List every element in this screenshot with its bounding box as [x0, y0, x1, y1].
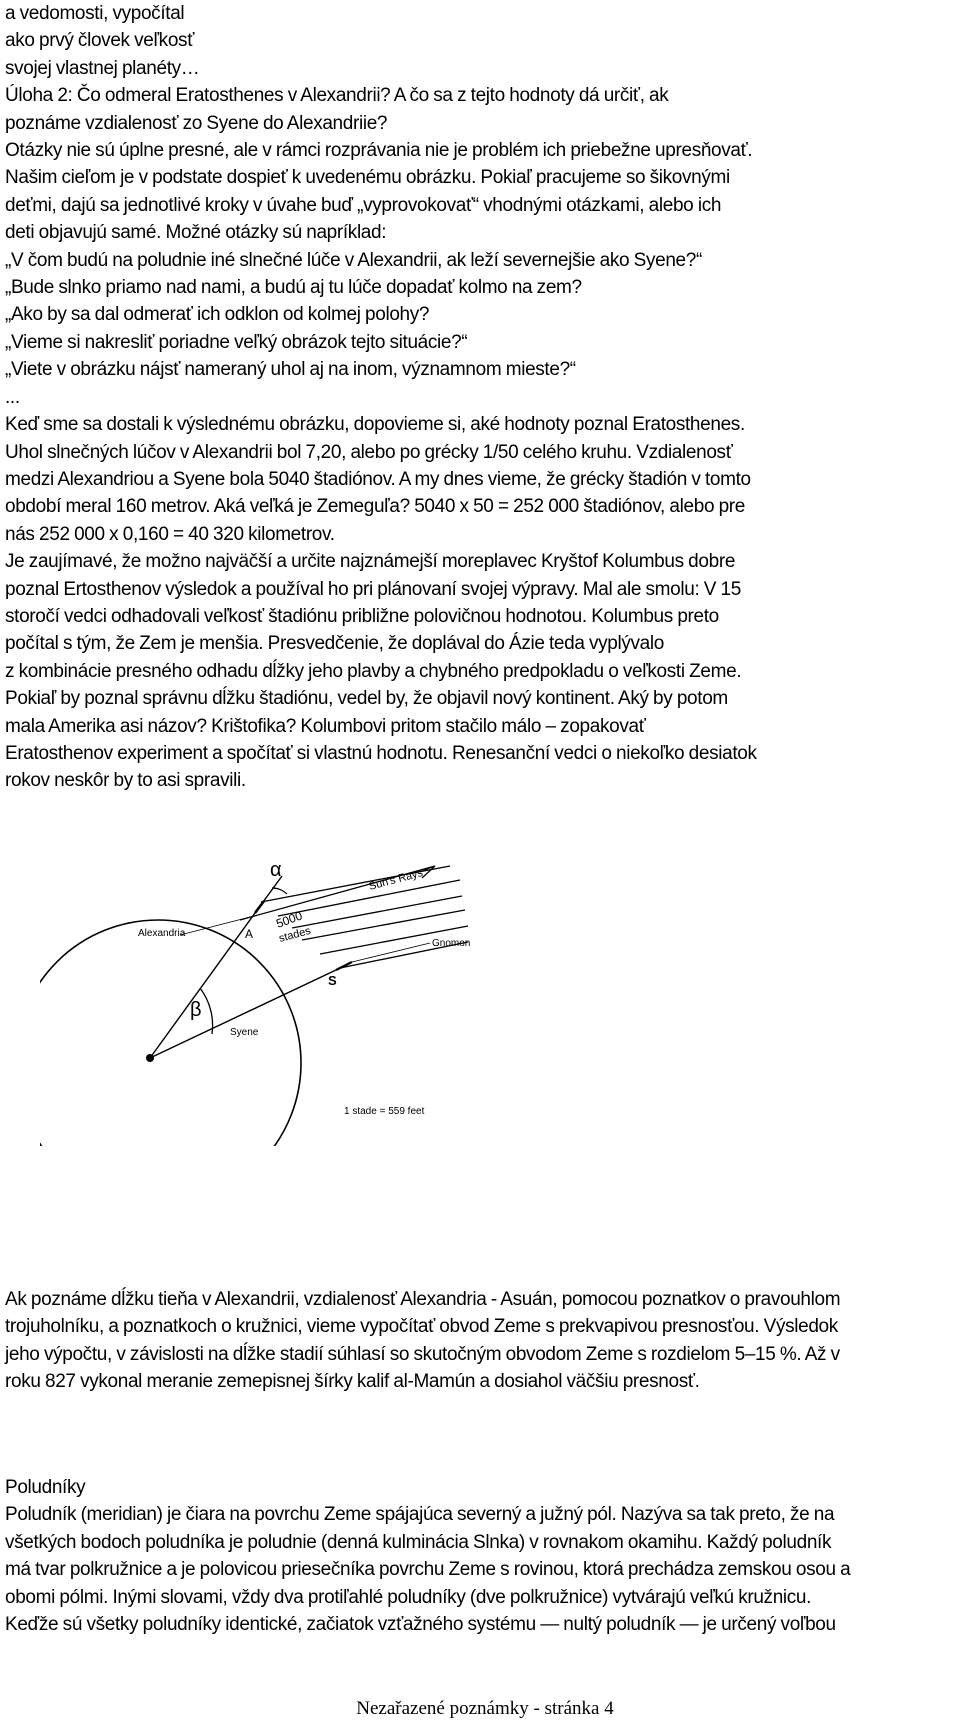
text-line: „Ako by sa dal odmerať ich odklon od kolmej polohy?: [5, 304, 430, 326]
label-gnomon: Gnomon: [432, 938, 470, 949]
text-section-calculation: [5, 1286, 955, 1396]
text-line: deti objavujú samé. Možné otázky sú napríklad:: [5, 222, 387, 244]
text-line: „Vieme si nakresliť poriadne veľký obrázok tejto situácie?“: [5, 331, 468, 353]
text-line: Keďže sú všetky poludníky identické, začiatok vzťažného systému — nultý poludník — je určený voľbou: [5, 1614, 836, 1636]
text-section-eratosthenes: [5, 0, 955, 795]
text-line: „V čom budú na poludnie iné slnečné lúče v Alexandrii, ak leží severnejšie ako Syene?“: [5, 249, 702, 271]
alpha-angle-arc: [272, 888, 287, 894]
text-line: medzi Alexandriou a Syene bola 5040 štadiónov. A my dnes vieme, že grécky štadión v tomto: [5, 468, 751, 490]
text-line: ako prvý človek veľkosť: [5, 30, 194, 52]
text-section-meridians: [5, 1474, 955, 1638]
page-footer: Nezařazené poznámky - stránka 4: [356, 1698, 614, 1719]
label-alexandria: Alexandria: [138, 928, 186, 939]
text-line: storočí vedci odhadovali veľkosť štadiónu približne polovičnou hodnotou. Kolumbus preto: [5, 605, 719, 627]
text-line: poznal Ertosthenov výsledok a používal ho pri plánovaní svojej výpravy. Mal ale smolu: V 15: [5, 578, 741, 600]
text-line: nás 252 000 x 0,160 = 40 320 kilometrov.: [5, 523, 335, 545]
text-line: Ak poznáme dĺžku tieňa v Alexandrii, vzdialenosť Alexandria - Asuán, pomocou poznatkov o pravouhlom: [5, 1289, 841, 1310]
text-line: Keď sme sa dostali k výslednému obrázku, dopovieme si, aké hodnoty poznal Eratosthenes.: [5, 414, 745, 436]
text-line: deťmi, dajú sa jednotlivé kroky v úvahe buď „vyprovokovať“ vhodnými otázkami, alebo ich: [5, 194, 722, 216]
text-line: roku 827 vykonal meranie zemepisnej šírky kalif al-Mamún a dosiahol väčšiu presnosť.: [5, 1371, 700, 1393]
text-line: má tvar polkružnice a je polovicou priesečníka povrchu Zeme s rovinou, ktorá prechádza zemskou osou a: [5, 1559, 851, 1581]
text-line: všetkých bodoch poludníka je poludnie (denná kulminácia Slnka) v rovnakom okamihu. Každý poludník: [5, 1531, 832, 1553]
text-line: Otázky nie sú úplne presné, ale v rámci rozprávania nie je problém ich priebežne upresňovať.: [5, 140, 753, 162]
text-line: a vedomosti, vypočítal: [5, 3, 185, 24]
text-line: Poludník (meridian) je čiara na povrchu Zeme spájajúca severný a južný pól. Nazýva sa tak preto, že na: [5, 1504, 835, 1526]
text-line: mala Amerika asi názov? Krištofika? Kolumbovi pritom stačilo málo – zopakovať: [5, 715, 646, 737]
text-line: Uhol slnečných lúčov v Alexandrii bol 7,20, alebo po grécky 1/50 celého kruhu. Vzdialenosť: [5, 441, 733, 463]
gnomon-alexandria: [255, 901, 264, 913]
section-heading-meridians: Poludníky: [5, 1477, 86, 1498]
eratosthenes-diagram: [40, 858, 470, 1146]
text-line: Pokiaľ by poznal správnu dĺžku štadiónu, vedel by, že objavil nový kontinent. Aký by potom: [5, 688, 728, 710]
text-line: poznáme vzdialenosť zo Syene do Alexandriie?: [5, 112, 388, 134]
text-line: období meral 160 metrov. Aká veľká je Zemeguľa? 5040 x 50 = 252 000 štadiónov, alebo pre: [5, 496, 745, 518]
label-distance: 5000: [274, 908, 305, 931]
meridians-paragraph: [5, 1501, 955, 1638]
label-sun-rays: Sun's Rays: [367, 866, 425, 893]
radius-syene: [150, 970, 336, 1058]
text-line: „Viete v obrázku nájsť nameraný uhol aj na inom, významnom mieste?“: [5, 359, 576, 381]
text-line: jeho výpočtu, v závislosti na dĺžke stadií súhlasí so skutočným obvodom Zeme s rozdielom 5–15 %. Až v: [5, 1343, 840, 1365]
text-line: z kombinácie presného odhadu dĺžky jeho plavby a chybného predpokladu o veľkosti Zeme.: [5, 660, 742, 682]
text-line: Úloha 2: Čo odmeral Eratosthenes v Alexandrii? A čo sa z tejto hodnoty dá určiť, ak: [5, 85, 669, 107]
label-point-a: A: [245, 927, 254, 941]
label-point-s: S: [328, 973, 337, 988]
earth-circle: [40, 920, 301, 1146]
text-line: obomi pólmi. Inými slovami, vždy dva protiľahlé poludníky (dve polkružnice) vytvárajú veľkú kružnicu.: [5, 1586, 812, 1608]
text-line: Je zaujímavé, že možno najväčší a určite najznámejší moreplavec Kryštof Kolumbus dobre: [5, 551, 736, 573]
label-beta: β: [190, 999, 202, 1021]
text-line: rokov neskôr by to asi spravili.: [5, 770, 246, 792]
label-distance-unit: stades: [277, 924, 313, 945]
label-alpha: α: [270, 859, 282, 881]
text-line: „Bude slnko priamo nad nami, a budú aj tu lúče dopadať kolmo na zem?: [5, 277, 582, 299]
text-line: Našim cieľom je v podstate dospieť k uvedenému obrázku. Pokiaľ pracujeme so šikovnými: [5, 167, 730, 189]
label-syene: Syene: [230, 1027, 259, 1038]
text-line: ...: [5, 386, 20, 408]
text-line: Eratosthenov experiment a spočítať si vlastnú hodnotu. Renesanční vedci o niekoľko desiatok: [5, 742, 757, 764]
text-line: počítal s tým, že Zem je menšia. Presvedčenie, že doplával do Ázie teda vyplývalo: [5, 633, 664, 655]
text-line: svojej vlastnej planéty…: [5, 57, 200, 79]
beta-angle-arc: [200, 988, 213, 1034]
text-line: trojuholníku, a poznatkoch o kružnici, vieme vypočítať obvod Zeme s prekvapivou presnosťou. Výsledok: [5, 1316, 838, 1338]
label-stade-note: 1 stade = 559 feet: [344, 1106, 425, 1117]
